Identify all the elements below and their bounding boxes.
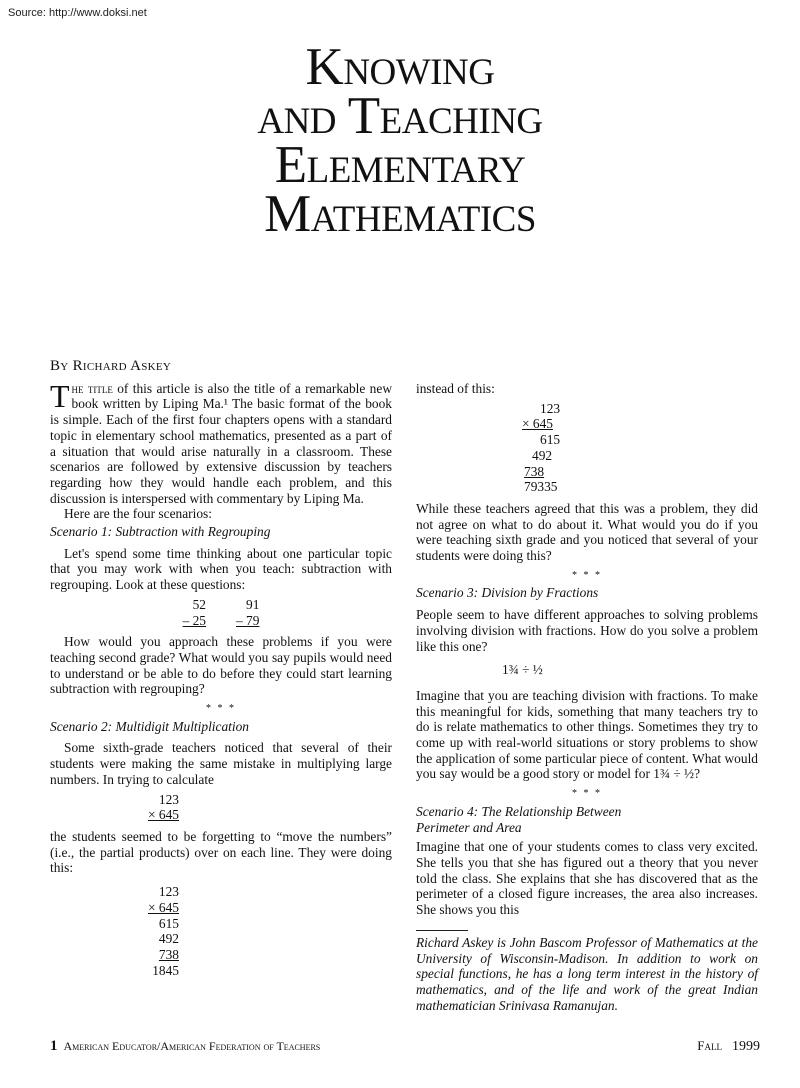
- sub2-bottom: – 79: [236, 612, 260, 628]
- scenario-1-heading: Scenario 1: Subtraction with Regrouping: [50, 524, 271, 540]
- scenarios-intro: Here are the four scenarios:: [64, 506, 212, 522]
- multiplication-stack: [148, 792, 179, 823]
- sub1-bottom: – 25: [182, 612, 206, 628]
- division-expression: 1¾ ÷ ½: [502, 662, 543, 678]
- wrong-multiplication-stack: [148, 884, 179, 978]
- page-number: 1: [50, 1038, 58, 1054]
- multiplication-problem: [50, 792, 392, 823]
- mult3-line: 492: [532, 447, 553, 463]
- scenario-4-heading-line-1: Scenario 4: The Relationship Between: [416, 803, 622, 819]
- footer-right: [697, 1038, 760, 1055]
- page-footer: [50, 1038, 760, 1058]
- issue-season: Fall: [697, 1038, 722, 1053]
- publication-name: American Educator/American Federation of Teachers: [63, 1039, 321, 1053]
- footer-left: [50, 1038, 320, 1055]
- mult2-line: 738: [158, 946, 179, 962]
- scenario-3-heading: Scenario 3: Division by Fractions: [416, 585, 599, 601]
- subtraction-examples: [50, 597, 392, 628]
- scenario-4-heading: [416, 804, 758, 835]
- scenario-1-question: How would you approach these problems if you were teaching second grade? What would you say pupils would need to understand or be able to do before they could start learning subtraction with regrouping?: [50, 634, 392, 697]
- scenario-2-conclusion: While these teachers agreed that this was a problem, they did not agree on what to do about it. What would you do if you were teaching sixth grade and you noticed that several of your students were doing this?: [416, 500, 758, 564]
- mult2-line: 615: [158, 915, 179, 931]
- scenario-4-paragraph: Imagine that one of your students comes to class very excited. She tells you that she has figured out a theory that you never told the class. She explains that she has discovered that as the perimeter of a closed figure increases, the area also increases. She shows you this: [416, 839, 758, 918]
- scenario-4-heading-line-2: Perimeter and Area: [416, 819, 522, 835]
- mult3-line: 123: [540, 400, 561, 416]
- mult3-line: 79335: [524, 479, 558, 495]
- drop-cap: T: [50, 377, 70, 414]
- page-title: [100, 38, 700, 243]
- mult3-line: 615: [540, 432, 561, 448]
- right-column: [416, 381, 758, 1013]
- scenario-1-paragraph: Let's spend some time thinking about one particular topic that you may work with when you teach: subtraction with regrouping. Look at these questions:: [50, 545, 392, 593]
- intro-lead: he title: [71, 380, 113, 396]
- section-separator: * * *: [572, 569, 602, 581]
- title-line-3: Elementary: [274, 136, 526, 194]
- source-note: Source: http://www.doksi.net: [8, 7, 147, 19]
- sub2-top: 91: [246, 596, 260, 612]
- subtraction-problem-1: [183, 597, 206, 628]
- mult1-line: 123: [158, 791, 179, 807]
- mult2-line: 492: [158, 931, 179, 947]
- footnote-divider: [416, 930, 468, 931]
- scenario-3-paragraph-2: Imagine that you are teaching division with fractions. To make this meaningful for kids, something that many teachers try to do is relate mathematics to other things. Sometimes they try to come up with real-world situations or story problems to show the application of some particular piece of content. What would you say would be a good story or model for 1¾ ÷ ½?: [416, 687, 758, 782]
- section-separator: * * *: [572, 788, 602, 800]
- mult2-line: 123: [158, 884, 179, 900]
- byline: By Richard Askey: [50, 358, 172, 374]
- mult2-line: × 645: [148, 899, 179, 915]
- mult2-line: 1845: [152, 962, 179, 978]
- section-separator: * * *: [206, 703, 236, 715]
- title-line-2: and Teaching: [257, 87, 543, 145]
- scenario-2-paragraph-2: the students seemed to be forgetting to “move the numbers” (i.e., the partial products) over on each line. They were doing this:: [50, 828, 392, 876]
- mult3-line: × 645: [522, 416, 553, 432]
- intro-text: of this article is also the title of a remarkable new book written by Liping Ma.¹ The basic format of the book is simple. Each of the first four chapters opens with a standard topic in elementary school mathematics, presented as a part of a situation that would arise naturally in a classroom. These scenarios are followed by extensive discussion by teachers regarding how they would handle each problem, and this discussion is interspersed with commentary by Liping Ma.: [50, 380, 392, 506]
- instead-label: instead of this:: [416, 381, 495, 396]
- subtraction-problem-2: [236, 597, 259, 628]
- correct-multiplication: [416, 401, 758, 495]
- scenario-2-paragraph: Some sixth-grade teachers noticed that several of their students were making the same mistake in multiplying large numbers. In trying to calculate: [50, 740, 392, 787]
- scenario-2-heading: Scenario 2: Multidigit Multiplication: [50, 718, 249, 734]
- scenario-3-paragraph: People seem to have different approaches to solving problems involving division with fractions. How do you solve a problem like this one?: [416, 607, 758, 654]
- issue-year: 1999: [732, 1039, 760, 1054]
- wrong-multiplication: [50, 884, 392, 978]
- title-line-1: Knowing: [305, 38, 495, 96]
- left-column: [50, 359, 392, 984]
- mult1-line: × 645: [148, 807, 179, 823]
- title-line-4: Mathematics: [264, 185, 536, 243]
- mult3-line: 738: [524, 463, 545, 479]
- intro-paragraph: [50, 377, 392, 507]
- correct-multiplication-stack: [522, 401, 560, 495]
- author-bio: Richard Askey is John Bascom Professor of Mathematics at the University of Wisconsin-Madison. In addition to work on special functions, he has a long term interest in the history of mathematics, and of the life and work of the great Indian mathematician Srinivasa Ramanujan.: [416, 934, 758, 1013]
- sub1-top: 52: [192, 596, 206, 612]
